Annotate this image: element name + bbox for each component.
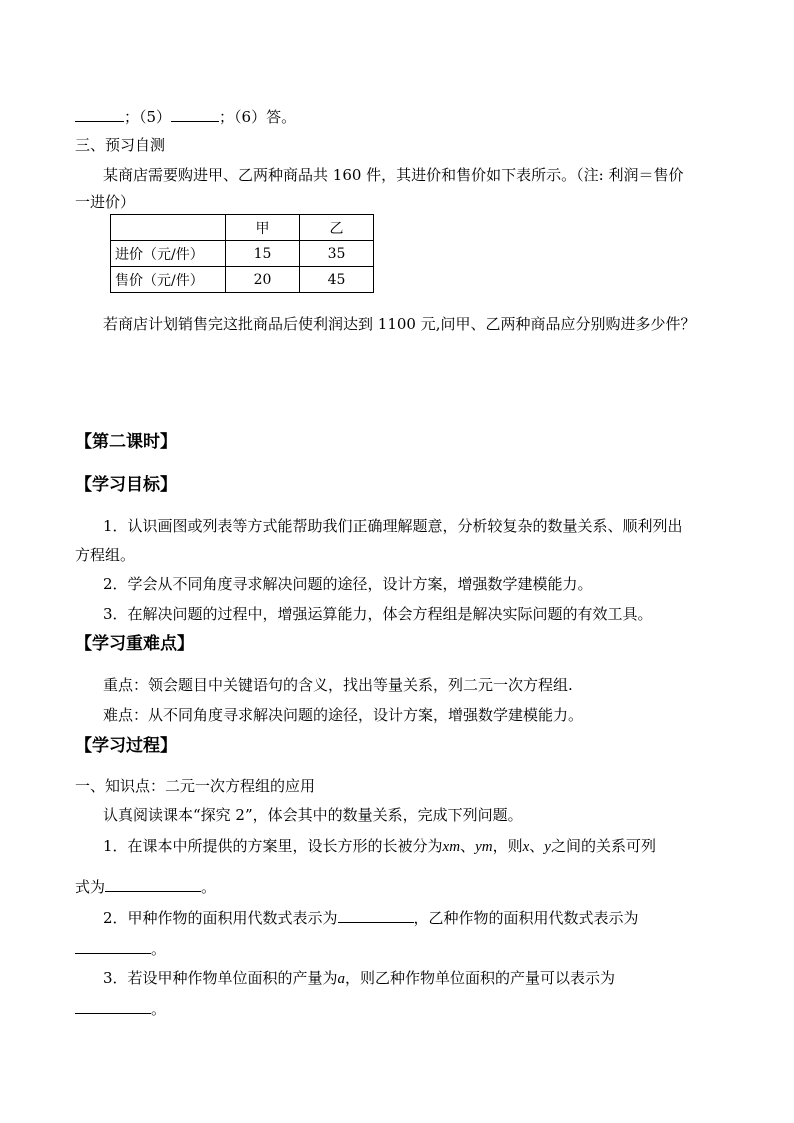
answer-blank[interactable] [171,106,219,122]
keypoints-title: 【学习重难点】 [75,634,194,654]
question-2-text: ，乙种作物的面积用代数式表示为 [413,909,639,927]
goal-item-1-line1: 1．认识画图或列表等方式能帮助我们正确理解题意，分析较复杂的数量关系、顺利列出 [103,517,683,535]
lesson2-title: 【第二课时】 [75,432,177,452]
question-2-line1 [103,907,639,928]
question-3-line2 [75,998,166,1019]
problem-question: 若商店计划销售完这批商品后使利润达到 1100 元,问甲、乙两种商品应分别购进多少件？ [103,315,696,333]
process-title: 【学习过程】 [75,736,177,756]
table-row-label: 售价（元/件） [111,267,226,293]
goals-title: 【学习目标】 [75,475,177,495]
answer-steps-line [75,106,296,127]
table-cell: 15 [226,241,300,267]
question-3-line1 [103,968,615,989]
table-row-label: 进价（元/件） [111,241,226,267]
question-1-text: ，则 [492,837,523,855]
question-2-text: 2．甲种作物的面积用代数式表示为 [103,909,338,927]
table-row [111,267,374,293]
table-cell: 35 [300,241,374,267]
answer-blank[interactable] [75,938,151,954]
problem-text-line1: 某商店需要购进甲、乙两种商品共 160 件，其进价和售价如下表所示。（注: 利润＝售价 [103,166,684,184]
table-cell: 20 [226,267,300,293]
price-table [110,214,374,293]
math-var-a: a [337,971,346,987]
answer-blank[interactable] [75,998,151,1014]
step6-label: ；（6）答。 [219,108,297,126]
answer-blank[interactable] [338,907,414,923]
step5-label: ；（5） [124,108,172,126]
table-cell [111,215,226,241]
table-header-yi: 乙 [300,215,374,241]
section3-title: 三、预习自测 [75,136,166,154]
math-var-ym: ym [475,839,493,855]
problem-text-line2: 一进价） [75,193,136,211]
math-var-xm: xm [442,839,461,855]
question-3-text: ，则乙种作物单位面积的产量可以表示为 [345,969,616,987]
goal-item-3: 3．在解决问题的过程中，增强运算能力，体会方程组是解决实际问题的有效工具。 [103,605,653,623]
question-1-line2 [75,876,216,897]
goal-item-2: 2．学会从不同角度寻求解决问题的途径，设计方案，增强数学建模能力。 [103,575,593,593]
keypoint-key: 重点：领会题目中关键语句的含义，找出等量关系，列二元一次方程组. [103,676,573,694]
math-var-y: y [544,839,551,855]
question-2-line2 [75,938,166,959]
keypoint-difficulty: 难点：从不同角度寻求解决问题的途径，设计方案，增强数学建模能力。 [103,706,584,724]
period: 。 [151,1000,167,1018]
separator: 、 [460,837,476,855]
table-row [111,215,374,241]
goal-item-1-line2: 方程组。 [75,546,136,564]
question-1-line1 [103,836,656,857]
question-1-text: 1．在课本中所提供的方案里，设长方形的长被分为 [103,837,443,855]
question-1-text: 式为 [75,878,106,896]
math-var-x: x [522,839,530,855]
knowledge-point: 一、知识点：二元一次方程组的应用 [75,777,316,795]
table-cell: 45 [300,267,374,293]
question-1-text: 之间的关系可列 [550,837,656,855]
period: 。 [151,940,167,958]
answer-blank[interactable] [105,876,201,892]
table-row [111,241,374,267]
question-3-text: 3．若设甲种作物单位面积的产量为 [103,969,338,987]
period: 。 [201,878,217,896]
separator: 、 [529,837,545,855]
answer-blank[interactable] [75,106,124,122]
table-header-jia: 甲 [226,215,300,241]
process-intro: 认真阅读课本“探究 2”，体会其中的数量关系，完成下列问题。 [103,806,523,824]
